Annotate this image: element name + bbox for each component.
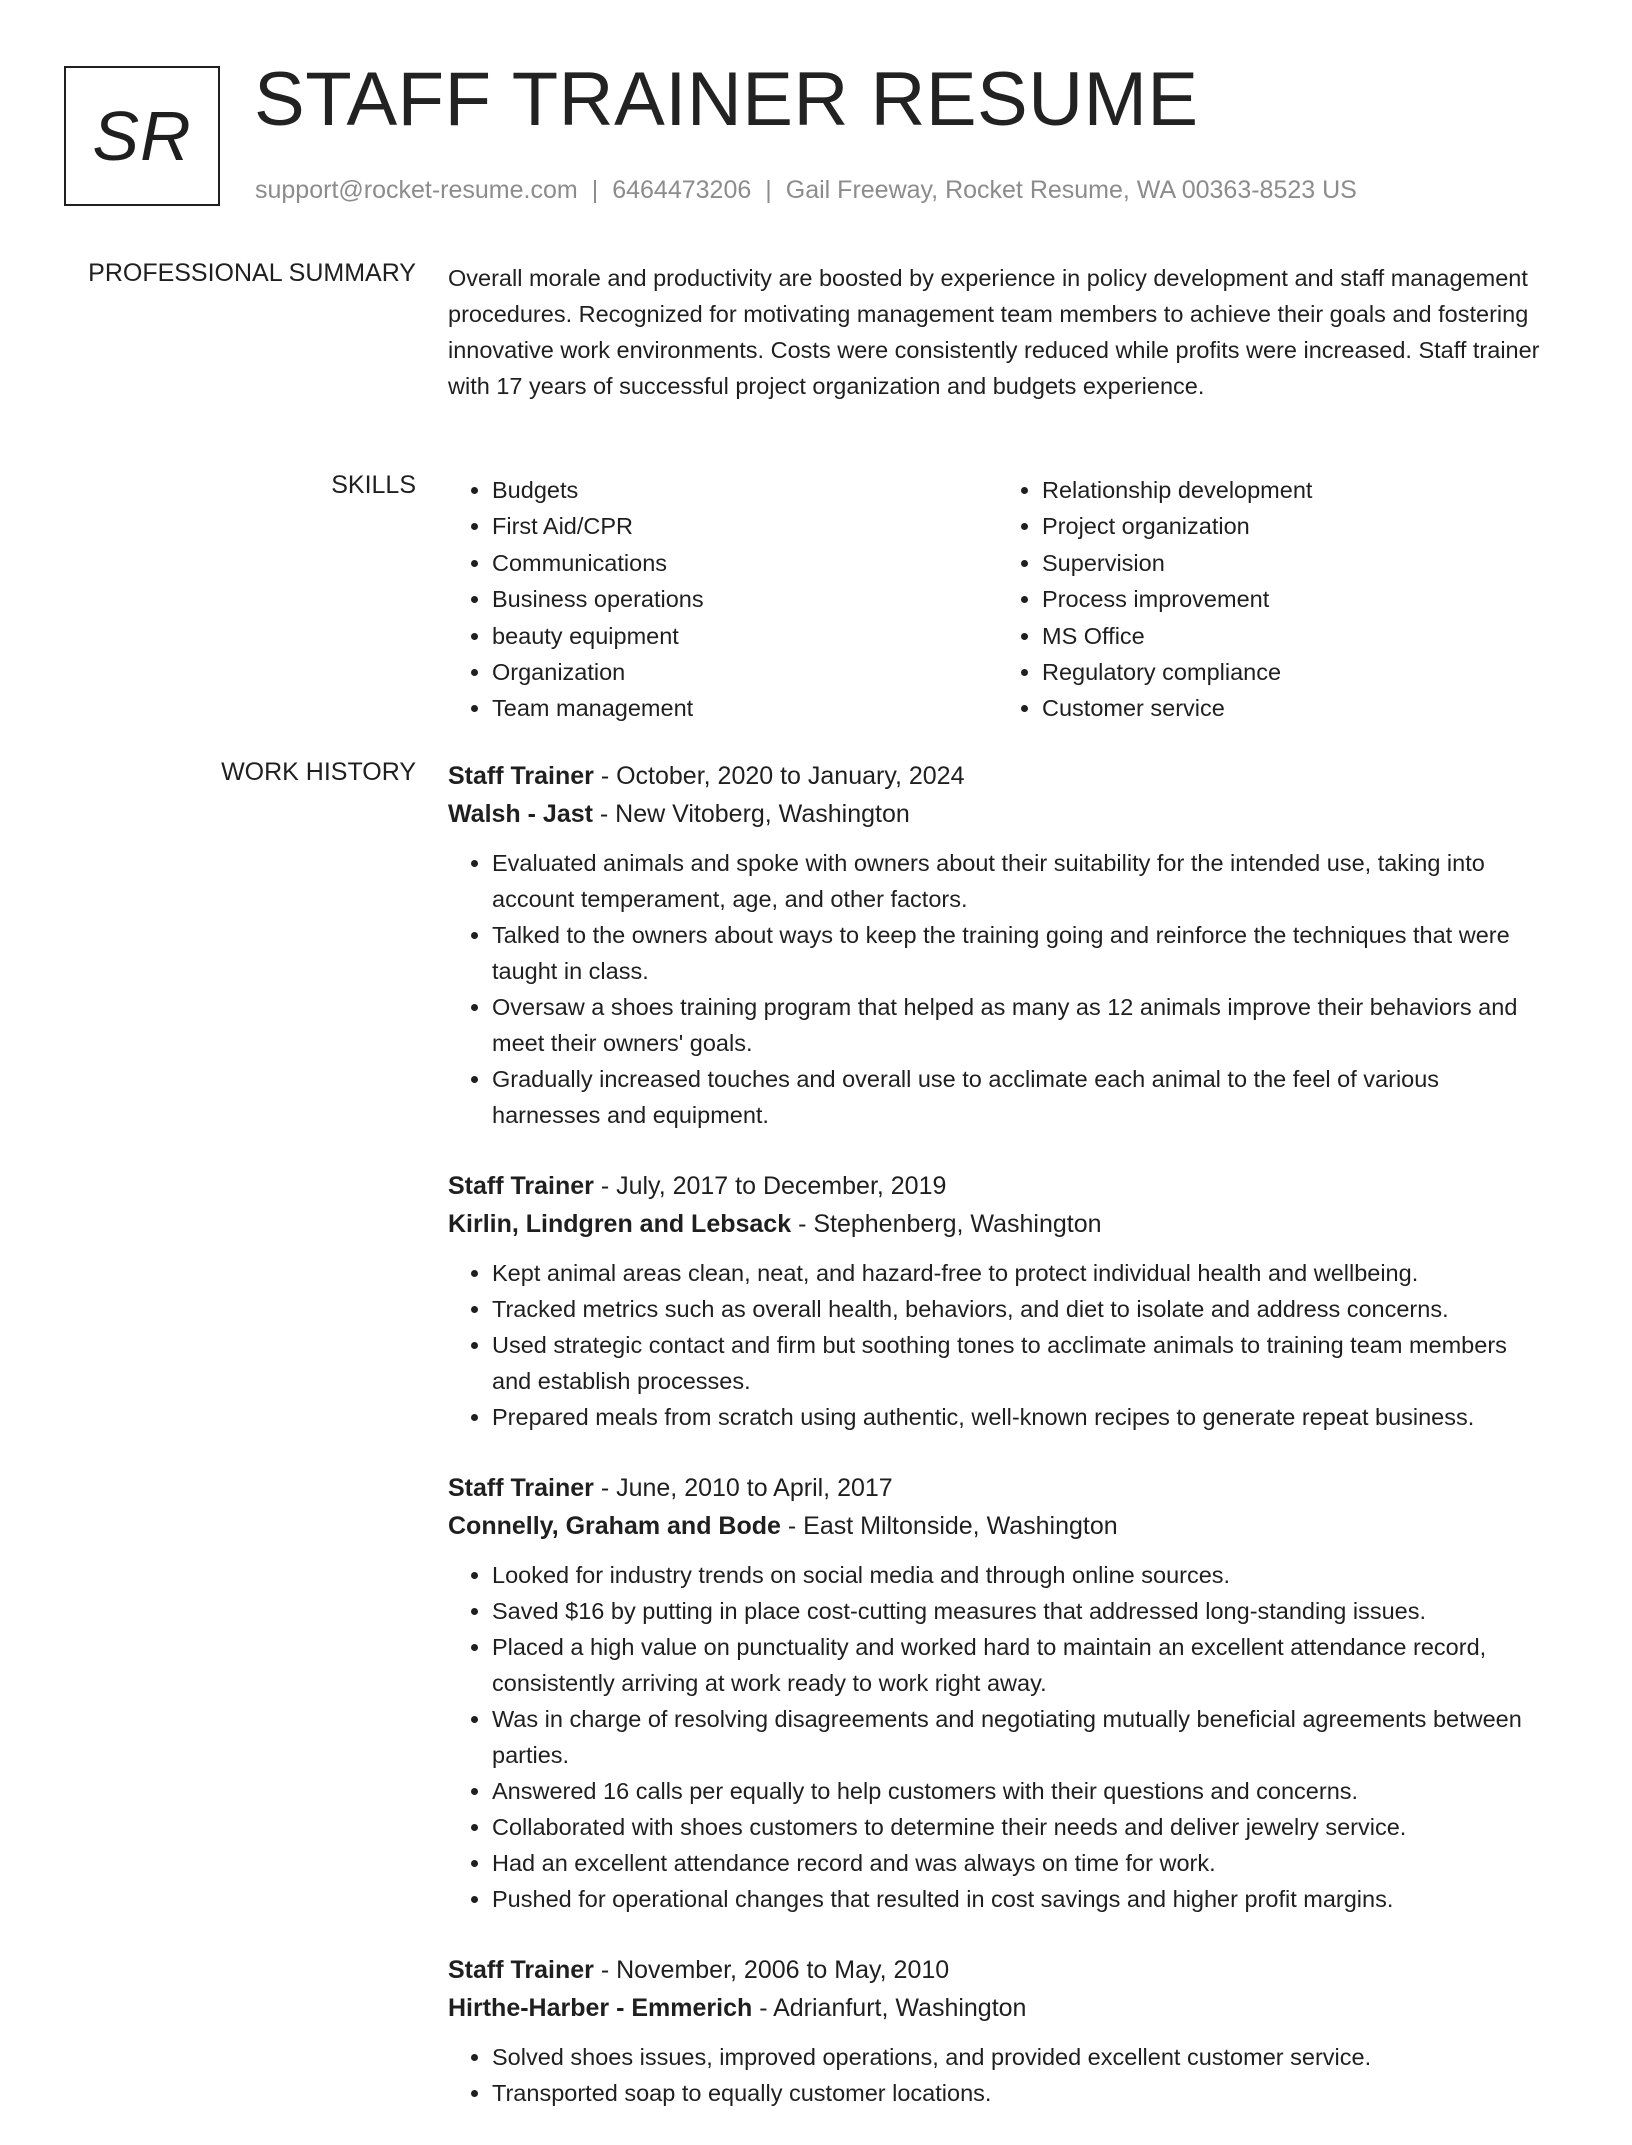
job-location: Adrianfurt, Washington bbox=[773, 1994, 1027, 2022]
skill-item: • First Aid/CPR bbox=[492, 508, 998, 544]
job-bullet: • Transported soap to equally customer locations. bbox=[492, 2075, 1548, 2111]
job-bullet: • Gradually increased touches and overall use to acclimate each animal to the feel of various harnesses and equipment. bbox=[492, 1061, 1548, 1133]
skill-item: • MS Office bbox=[1042, 618, 1548, 654]
job-bullet: • Used strategic contact and firm but soothing tones to acclimate animals to training team members and establish processes. bbox=[492, 1327, 1548, 1399]
job-company-line: Kirlin, Lindgren and Lebsack - Stephenberg, Washington bbox=[448, 1210, 1102, 1238]
job-location: Stephenberg, Washington bbox=[813, 1210, 1102, 1238]
job-bullet: • Tracked metrics such as overall health, behaviors, and diet to isolate and address concerns. bbox=[492, 1291, 1548, 1327]
job-location: New Vitoberg, Washington bbox=[615, 800, 910, 828]
job-title-line: Staff Trainer - June, 2010 to April, 2017 bbox=[448, 1474, 893, 1502]
job-bullets bbox=[448, 1255, 1548, 1435]
job-entry bbox=[448, 1167, 1548, 1435]
skill-item: • Team management bbox=[492, 690, 998, 726]
job-bullet: • Collaborated with shoes customers to determine their needs and deliver jewelry service. bbox=[492, 1809, 1548, 1845]
resume-title: STAFF TRAINER RESUME bbox=[254, 57, 1199, 142]
summary-title: PROFESSIONAL SUMMARY bbox=[88, 259, 416, 287]
skills-list-left bbox=[448, 472, 998, 727]
job-bullet: • Prepared meals from scratch using authentic, well-known recipes to generate repeat business. bbox=[492, 1399, 1548, 1435]
work-body bbox=[448, 757, 1548, 2145]
job-bullet: • Was in charge of resolving disagreements and negotiating mutually beneficial agreements between parties. bbox=[492, 1701, 1548, 1773]
job-title-line: Staff Trainer - July, 2017 to December, 2019 bbox=[448, 1172, 947, 1200]
job-company-line: Hirthe-Harber - Emmerich - Adrianfurt, Washington bbox=[448, 1994, 1027, 2022]
job-bullet: • Saved $16 by putting in place cost-cutting measures that addressed long-standing issues. bbox=[492, 1593, 1548, 1629]
skill-item: • Process improvement bbox=[1042, 581, 1548, 617]
contact-email: support@rocket-resume.com bbox=[255, 176, 578, 204]
job-bullet: • Kept animal areas clean, neat, and hazard-free to protect individual health and wellbeing. bbox=[492, 1255, 1548, 1291]
job-bullets bbox=[448, 1557, 1548, 1917]
job-company-line: Connelly, Graham and Bode - East Miltonside, Washington bbox=[448, 1512, 1118, 1540]
skill-item: • Supervision bbox=[1042, 545, 1548, 581]
job-bullet: • Answered 16 calls per equally to help customers with their questions and concerns. bbox=[492, 1773, 1548, 1809]
monogram-initials: SR bbox=[92, 97, 192, 175]
skills-grid bbox=[448, 472, 1548, 727]
summary-text: Overall morale and productivity are boosted by experience in policy development and staff management procedures. Recognized for motivating management team members to achieve their goals and fostering innovative work environments. Costs were consistently reduced while profits were increased. Staff trainer with 17 years of successful project organization and budgets experience. bbox=[448, 265, 1540, 399]
contact-phone: 6464473206 bbox=[612, 176, 752, 204]
job-entry bbox=[448, 1951, 1548, 2111]
skill-item: • Customer service bbox=[1042, 690, 1548, 726]
skills-body bbox=[448, 472, 1548, 727]
job-title: Staff Trainer bbox=[448, 762, 594, 790]
skills-list-right bbox=[998, 472, 1548, 727]
skill-item: • Business operations bbox=[492, 581, 998, 617]
job-bullets bbox=[448, 2039, 1548, 2111]
skills-title: SKILLS bbox=[331, 471, 416, 499]
job-bullet: • Pushed for operational changes that resulted in cost savings and higher profit margins. bbox=[492, 1881, 1548, 1917]
job-bullet: • Looked for industry trends on social media and through online sources. bbox=[492, 1557, 1548, 1593]
monogram-box bbox=[64, 66, 220, 206]
job-title: Staff Trainer bbox=[448, 1956, 594, 1984]
job-company: Connelly, Graham and Bode bbox=[448, 1512, 781, 1540]
job-title: Staff Trainer bbox=[448, 1172, 594, 1200]
skill-item: • Budgets bbox=[492, 472, 998, 508]
contact-address: Gail Freeway, Rocket Resume, WA 00363-8523 US bbox=[785, 176, 1357, 204]
job-entry bbox=[448, 757, 1548, 1133]
skill-item: • Communications bbox=[492, 545, 998, 581]
job-company-line: Walsh - Jast - New Vitoberg, Washington bbox=[448, 800, 910, 828]
job-bullet: • Oversaw a shoes training program that helped as many as 12 animals improve their behaviors and meet their owners' goals. bbox=[492, 989, 1548, 1061]
job-company: Kirlin, Lindgren and Lebsack bbox=[448, 1210, 792, 1238]
job-title-line: Staff Trainer - November, 2006 to May, 2010 bbox=[448, 1956, 950, 1984]
contact-separator: | bbox=[765, 176, 772, 204]
job-dates: June, 2010 to April, 2017 bbox=[616, 1474, 893, 1502]
skill-item: • Relationship development bbox=[1042, 472, 1548, 508]
contact-separator: | bbox=[591, 176, 599, 204]
job-company: Walsh - Jast bbox=[448, 800, 593, 828]
job-bullet: • Evaluated animals and spoke with owners about their suitability for the intended use, taking into account temperament, age, and other factors. bbox=[492, 845, 1548, 917]
job-dates: November, 2006 to May, 2010 bbox=[616, 1956, 950, 1984]
job-title: Staff Trainer bbox=[448, 1474, 594, 1502]
contact-line bbox=[255, 176, 1357, 205]
job-bullets bbox=[448, 845, 1548, 1133]
job-location: East Miltonside, Washington bbox=[803, 1512, 1118, 1540]
skill-item: • Regulatory compliance bbox=[1042, 654, 1548, 690]
job-bullet: • Talked to the owners about ways to keep the training going and reinforce the techniques that were taught in class. bbox=[492, 917, 1548, 989]
skill-item: • beauty equipment bbox=[492, 618, 998, 654]
job-bullet: • Placed a high value on punctuality and worked hard to maintain an excellent attendance record, consistently arriving at work ready to work right away. bbox=[492, 1629, 1548, 1701]
job-dates: October, 2020 to January, 2024 bbox=[616, 762, 965, 790]
job-entry bbox=[448, 1469, 1548, 1917]
summary-body bbox=[448, 260, 1548, 404]
job-title-line: Staff Trainer - October, 2020 to January, 2024 bbox=[448, 762, 965, 790]
job-company: Hirthe-Harber - Emmerich bbox=[448, 1994, 753, 2022]
job-bullet: • Solved shoes issues, improved operations, and provided excellent customer service. bbox=[492, 2039, 1548, 2075]
job-bullet: • Had an excellent attendance record and was always on time for work. bbox=[492, 1845, 1548, 1881]
skill-item: • Organization bbox=[492, 654, 998, 690]
work-title: WORK HISTORY bbox=[221, 758, 416, 786]
job-dates: July, 2017 to December, 2019 bbox=[616, 1172, 947, 1200]
skill-item: • Project organization bbox=[1042, 508, 1548, 544]
